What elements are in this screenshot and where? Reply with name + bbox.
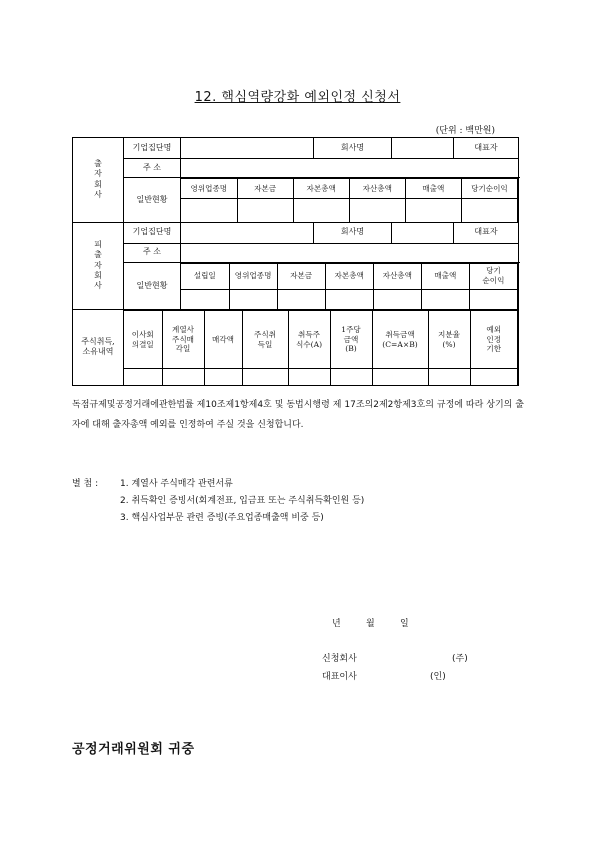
request-paragraph: 독점규제및공정거래에관한법률 제10조제1항제4호 및 동법시행령 제 17조의2제2항제3호의 규정에 따라 상기의 출자에 대해 출자총액 예외를 인정하여 주실 것을 신청합니다. <box>72 400 524 430</box>
stock-shares-acquired-field[interactable] <box>288 369 330 385</box>
investor-rep-label: 대표자 <box>454 138 519 159</box>
stock-price-per-share-field[interactable] <box>330 369 372 385</box>
stock-sale-amount-field[interactable] <box>204 369 242 385</box>
investor-business-field[interactable] <box>181 199 237 222</box>
applicant-rep-label: 대표이사 <box>322 672 357 682</box>
stock-acquisition-date-field[interactable] <box>242 369 288 385</box>
investee-capital-field[interactable] <box>277 289 325 309</box>
investor-col-capital: 자본금 <box>237 179 293 199</box>
investor-group-label: 기업집단명 <box>124 138 181 159</box>
applicant-block <box>322 650 482 686</box>
investee-address-field[interactable] <box>181 243 519 262</box>
investee-section-label: 피 출 자 회 사 <box>73 222 124 310</box>
investor-capital-field[interactable] <box>237 199 293 222</box>
investee-group-label: 기업집단명 <box>124 222 181 243</box>
rep-seal-mark: (인) <box>430 672 446 682</box>
investor-sales-field[interactable] <box>405 199 461 222</box>
investee-col-total-assets: 자산총액 <box>373 263 421 289</box>
stock-col-acquisition-amount: 취득금액 (C=A×B) <box>372 311 428 369</box>
applicant-company-label: 신청회사 <box>322 654 357 664</box>
investee-group-field[interactable] <box>181 222 314 243</box>
stock-acquisition-amount-field[interactable] <box>372 369 428 385</box>
stock-col-affiliate-sale-date: 계열사 주식매 각일 <box>162 311 204 369</box>
stock-board-date-field[interactable] <box>124 369 162 385</box>
investee-total-assets-field[interactable] <box>373 289 421 309</box>
stock-col-shares-acquired: 취득주 식수(A) <box>288 311 330 369</box>
stock-exception-deadline-field[interactable] <box>470 369 518 385</box>
unit-label: (단위 : 백만원) <box>435 126 495 136</box>
investor-total-assets-field[interactable] <box>349 199 405 222</box>
attachments <box>72 476 364 527</box>
investee-col-established: 설립일 <box>181 263 229 289</box>
stock-affiliate-sale-date-field[interactable] <box>162 369 204 385</box>
investor-col-total-assets: 자산총액 <box>349 179 405 199</box>
investor-col-business: 영위업종명 <box>181 179 237 199</box>
investee-company-label: 회사명 <box>314 222 392 243</box>
investor-general-label: 일반현황 <box>124 178 181 223</box>
investor-general-grid <box>181 178 518 222</box>
investor-col-total-capital: 자본총액 <box>293 179 349 199</box>
stock-col-price-per-share: 1주당 금액 (B) <box>330 311 372 369</box>
year-label: 년 <box>332 619 341 629</box>
attachments-label: 별 첨 : <box>72 479 99 489</box>
addressee: 공정거래위원회 귀중 <box>72 742 195 757</box>
investee-total-capital-field[interactable] <box>325 289 373 309</box>
investee-established-field[interactable] <box>181 289 229 309</box>
investor-company-field[interactable] <box>392 138 454 159</box>
investor-group-field[interactable] <box>181 138 314 159</box>
attachment-item: 1. 계열사 주식매각 관련서류 <box>120 479 233 489</box>
date-line <box>332 616 434 629</box>
investor-total-capital-field[interactable] <box>293 199 349 222</box>
investor-section-label: 출 자 회 사 <box>73 138 124 223</box>
attachment-item: 3. 핵심사업부문 관련 증빙(주요업종매출액 비중 등) <box>120 513 324 523</box>
stock-col-acquisition-date: 주식취 득일 <box>242 311 288 369</box>
stock-col-sale-amount: 매각액 <box>204 311 242 369</box>
investee-col-net-income: 당기 순이익 <box>469 263 517 289</box>
day-label: 일 <box>400 619 409 629</box>
investee-col-capital: 자본금 <box>277 263 325 289</box>
investee-net-income-field[interactable] <box>469 289 517 309</box>
investee-address-label: 주 소 <box>124 243 181 262</box>
investee-general-label: 일반현황 <box>124 262 181 310</box>
investor-col-net-income: 당기순이익 <box>461 179 517 199</box>
investor-address-field[interactable] <box>181 159 519 178</box>
stock-col-exception-deadline: 예외 인정 기한 <box>470 311 518 369</box>
investee-col-total-capital: 자본총액 <box>325 263 373 289</box>
investee-col-sales: 매출액 <box>421 263 469 289</box>
stock-col-board-date: 이사회 의결일 <box>124 311 162 369</box>
investor-col-sales: 매출액 <box>405 179 461 199</box>
form-title: 12. 핵심역량강화 예외인정 신청서 <box>194 90 401 105</box>
month-label: 월 <box>366 619 375 629</box>
investee-general-grid <box>181 263 518 310</box>
investee-sales-field[interactable] <box>421 289 469 309</box>
stock-share-ratio-field[interactable] <box>428 369 470 385</box>
investee-col-business: 영위업종명 <box>229 263 277 289</box>
investor-net-income-field[interactable] <box>461 199 517 222</box>
stock-grid <box>124 310 518 385</box>
application-table <box>72 137 519 386</box>
investor-company-label: 회사명 <box>314 138 392 159</box>
investee-company-field[interactable] <box>392 222 454 243</box>
stock-section-label: 주식취득, 소유내역 <box>73 310 124 386</box>
investee-business-field[interactable] <box>229 289 277 309</box>
investee-rep-label: 대표자 <box>454 222 519 243</box>
attachment-item: 2. 취득확인 증빙서(회계전표, 입금표 또는 주식취득확인원 등) <box>120 496 365 506</box>
company-seal-mark: (주) <box>452 654 468 664</box>
stock-col-share-ratio: 지분율 (%) <box>428 311 470 369</box>
investor-address-label: 주 소 <box>124 159 181 178</box>
